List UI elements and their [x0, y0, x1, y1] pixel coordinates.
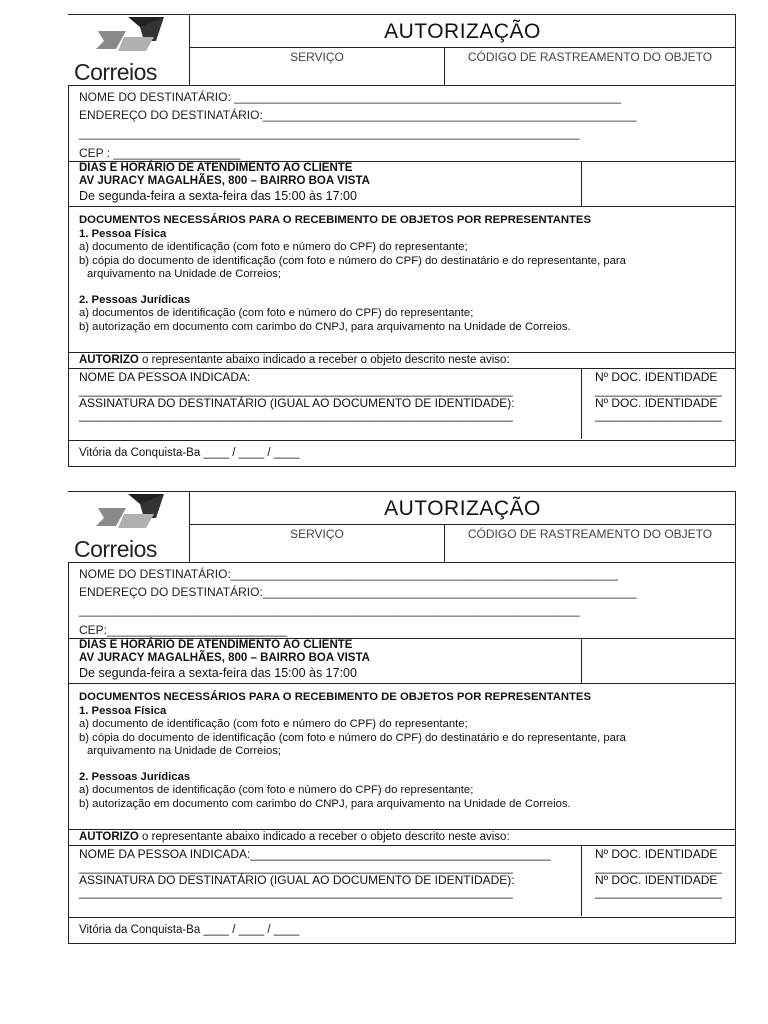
recipient-name-field[interactable]: NOME DO DESTINATÁRIO: __________________________________________________________ — [79, 90, 622, 104]
logo-wordmark: Correios — [74, 59, 157, 85]
pf-item-b-cont: arquivamento na Unidade de Correios; — [87, 745, 282, 757]
correios-logo — [68, 15, 190, 85]
pf-item-a: a) documento de identificação (com foto e número do CPF) do representante; — [79, 718, 468, 730]
pf-item-b: b) cópia do documento de identificação (com foto e número do CPF) do destinatário e do representante, para — [79, 731, 626, 744]
pj-title: 2. Pessoas Jurídicas — [79, 293, 191, 306]
pf-item-a: a) documento de identificação (com foto e número do CPF) do representante; — [79, 241, 468, 253]
signature-label: ASSINATURA DO DESTINATÁRIO (IGUAL AO DOCUMENTO DE IDENTIDADE): — [79, 872, 515, 887]
id-doc-field-2[interactable]: ___________________ — [595, 885, 722, 899]
docs-title: DOCUMENTOS NECESSÁRIOS PARA O RECEBIMENTO DE OBJETOS POR REPRESENTANTES — [79, 214, 591, 226]
id-doc-label-1: Nº DOC. IDENTIDADE — [595, 847, 718, 861]
tracking-label: CÓDIGO DE RASTREAMENTO DO OBJETO — [467, 527, 713, 541]
id-doc-label-2: Nº DOC. IDENTIDADE — [595, 395, 718, 410]
pj-item-a: a) documentos de identificação (com foto e número do CPF) do representante; — [79, 307, 474, 319]
authorize-statement: AUTORIZO o representante abaixo indicado a receber o objeto descrito neste aviso: — [79, 354, 510, 366]
correios-logo — [68, 492, 190, 562]
hours-address: AV JURACY MAGALHÃES, 800 – BAIRRO BOA VISTA — [79, 652, 370, 664]
person-name-underline[interactable]: _________________________________________________________________ — [79, 859, 513, 874]
cep-field[interactable]: CEP : ___________________ — [79, 146, 241, 160]
signature-field[interactable]: _________________________________________________________________ — [79, 408, 513, 422]
id-doc-field-2[interactable]: ___________________ — [595, 408, 722, 422]
form-title: AUTORIZAÇÃO — [384, 20, 541, 43]
person-name-field[interactable]: _____________________________________________ — [250, 847, 551, 861]
pf-title: 1. Pessoa Física — [79, 704, 167, 717]
id-doc-label-2: Nº DOC. IDENTIDADE — [595, 872, 718, 887]
person-name-label: NOME DA PESSOA INDICADA:_____________________________________________ — [79, 847, 551, 861]
tracking-label: CÓDIGO DE RASTREAMENTO DO OBJETO — [467, 50, 713, 64]
hours-title: DIAS E HORÁRIO DE ATENDIMENTO AO CLIENTE — [79, 639, 353, 651]
hours-schedule: De segunda-feira a sexta-feira das 15:00 às 17:00 — [79, 666, 357, 680]
docs-title: DOCUMENTOS NECESSÁRIOS PARA O RECEBIMENTO DE OBJETOS POR REPRESENTANTES — [79, 691, 591, 703]
hours-schedule: De segunda-feira a sexta-feira das 15:00 às 17:00 — [79, 189, 357, 203]
cep-field[interactable]: CEP:___________________________ — [79, 623, 288, 637]
authorization-form-2 — [68, 491, 736, 944]
pf-item-b: b) cópia do documento de identificação (com foto e número do CPF) do destinatário e do representante, para — [79, 254, 626, 267]
id-doc-field-1[interactable]: ___________________ — [595, 382, 722, 397]
pj-item-b: b) autorização em documento com carimbo do CNPJ, para arquivamento na Unidade de Correios. — [79, 797, 571, 810]
recipient-address-field[interactable]: ENDEREÇO DO DESTINATÁRIO:________________________________________________________ — [79, 585, 637, 599]
city-date-field[interactable]: Vitória da Conquista-Ba ____ / ____ / ____ — [79, 447, 300, 459]
pj-item-b: b) autorização em documento com carimbo do CNPJ, para arquivamento na Unidade de Correios. — [79, 320, 571, 333]
service-label: SERVIÇO — [190, 48, 445, 86]
correios-logo-icon — [68, 492, 190, 540]
correios-logo-icon — [68, 15, 190, 63]
hours-title: DIAS E HORÁRIO DE ATENDIMENTO AO CLIENTE — [79, 162, 353, 174]
city-date-field[interactable]: Vitória da Conquista-Ba ____ / ____ / ____ — [79, 924, 300, 936]
person-name-field[interactable]: _________________________________________________________________ — [79, 382, 513, 397]
service-label: SERVIÇO — [190, 525, 445, 563]
recipient-name-field[interactable]: NOME DO DESTINATÁRIO:__________________________________________________________ — [79, 567, 618, 581]
recipient-address-field[interactable]: ENDEREÇO DO DESTINATÁRIO:________________________________________________________ — [79, 108, 637, 122]
id-doc-label-1: Nº DOC. IDENTIDADE — [595, 370, 718, 384]
logo-wordmark: Correios — [74, 536, 157, 562]
address-line-field[interactable]: ___________________________________________________________________________ — [79, 126, 580, 140]
form-title: AUTORIZAÇÃO — [384, 497, 541, 520]
address-line-field[interactable]: ___________________________________________________________________________ — [79, 603, 580, 617]
pf-item-b-cont: arquivamento na Unidade de Correios; — [87, 268, 282, 280]
person-name-label: NOME DA PESSOA INDICADA: — [79, 370, 251, 384]
signature-field[interactable]: _________________________________________________________________ — [79, 885, 513, 899]
pf-title: 1. Pessoa Física — [79, 227, 167, 240]
authorize-statement: AUTORIZO o representante abaixo indicado a receber o objeto descrito neste aviso: — [79, 831, 510, 843]
pj-item-a: a) documentos de identificação (com foto e número do CPF) do representante; — [79, 784, 474, 796]
signature-label: ASSINATURA DO DESTINATÁRIO (IGUAL AO DOCUMENTO DE IDENTIDADE): — [79, 395, 515, 410]
authorization-form-1 — [68, 14, 736, 467]
hours-address: AV JURACY MAGALHÃES, 800 – BAIRRO BOA VISTA — [79, 175, 370, 187]
pj-title: 2. Pessoas Jurídicas — [79, 770, 191, 783]
form-header — [69, 15, 735, 85]
form-header — [69, 492, 735, 562]
id-doc-field-1[interactable]: ___________________ — [595, 859, 722, 874]
